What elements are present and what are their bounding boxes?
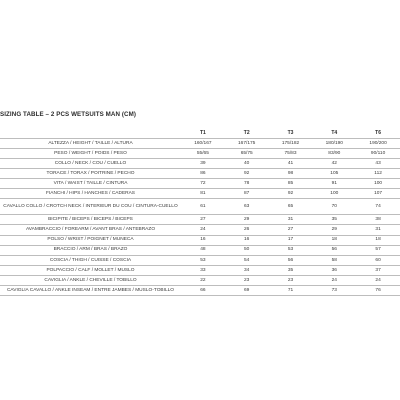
table-cell: 105: [312, 169, 356, 179]
table-cell: 73: [312, 286, 356, 296]
row-label: VITA / WAIST / TAILLE / CINTURA: [0, 179, 181, 189]
row-label: ALTEZZA / HEIGHT / TAILLE / ALTURA: [0, 138, 181, 148]
table-cell: 53: [181, 255, 225, 265]
table-row: [0, 148, 400, 158]
row-label: COLLO / NECK / COU / CUELLO: [0, 158, 181, 168]
table-row: [0, 225, 400, 235]
table-cell: 72: [181, 179, 225, 189]
table-cell: 85: [269, 179, 313, 189]
table-cell: 69: [225, 286, 269, 296]
table-cell: 22: [181, 275, 225, 285]
table-row: [0, 265, 400, 275]
table-cell: 35: [312, 215, 356, 225]
table-cell: 23: [225, 275, 269, 285]
table-cell: 31: [269, 215, 313, 225]
row-label: TORACE / TORAX / POITRINE / PECHO: [0, 169, 181, 179]
table-cell: 60: [356, 255, 400, 265]
table-cell: 56: [312, 245, 356, 255]
table-cell: 71: [269, 286, 313, 296]
column-header-t4: T4: [312, 129, 356, 138]
table-cell: 36: [312, 265, 356, 275]
table-cell: 112: [356, 169, 400, 179]
table-cell: 48: [181, 245, 225, 255]
table-row: [0, 286, 400, 296]
table-cell: 190/200: [356, 138, 400, 148]
table-cell: 92: [225, 169, 269, 179]
table-cell: 98: [269, 169, 313, 179]
column-header-t1: T1: [181, 129, 225, 138]
column-header-measure: [0, 129, 181, 138]
table-cell: 31: [356, 225, 400, 235]
table-cell: 18: [312, 235, 356, 245]
table-cell: 83/90: [312, 148, 356, 158]
table-cell: 26: [225, 225, 269, 235]
table-cell: 23: [269, 275, 313, 285]
column-header-t3: T3: [269, 129, 313, 138]
table-cell: 91: [312, 179, 356, 189]
table-cell: 61: [181, 199, 225, 215]
table-row: [0, 199, 400, 215]
table-cell: 70: [312, 199, 356, 215]
table-cell: 180/190: [312, 138, 356, 148]
row-label: BRACCIO / ARM / BRAS / BRAZO: [0, 245, 181, 255]
table-cell: 27: [181, 215, 225, 225]
table-cell: 29: [312, 225, 356, 235]
table-cell: 16: [181, 235, 225, 245]
table-cell: 58: [312, 255, 356, 265]
table-row: [0, 138, 400, 148]
table-cell: 78: [225, 179, 269, 189]
row-label: BICIPITE / BICEPS / BICEPS / BICEPS: [0, 215, 181, 225]
table-cell: 39: [181, 158, 225, 168]
table-cell: 167/175: [225, 138, 269, 148]
table-row: [0, 215, 400, 225]
table-cell: 18: [356, 235, 400, 245]
table-row: [0, 158, 400, 168]
sizing-table: [0, 129, 400, 296]
table-row: [0, 179, 400, 189]
row-label: POLPACCIO / CALF / MOLLET / MUSLO: [0, 265, 181, 275]
table-cell: 65: [269, 199, 313, 215]
row-label: PESO / WEIGHT / POIDS / PESO: [0, 148, 181, 158]
table-cell: 34: [225, 265, 269, 275]
table-cell: 87: [225, 189, 269, 199]
row-label: CAVALLO COLLO / CROTCH NECK / INTERIEUR DU COU / CINTURA-CUELLO: [0, 199, 181, 215]
table-cell: 53: [269, 245, 313, 255]
table-cell: 38: [356, 215, 400, 225]
table-cell: 24: [312, 275, 356, 285]
row-label: CAVIGLIA / ANKLE / CHEVILLE / TOBILLO: [0, 275, 181, 285]
table-cell: 100: [312, 189, 356, 199]
table-cell: 37: [356, 265, 400, 275]
table-cell: 160/167: [181, 138, 225, 148]
header-row: [0, 129, 400, 138]
table-cell: 16: [225, 235, 269, 245]
table-cell: 17: [269, 235, 313, 245]
table-cell: 27: [269, 225, 313, 235]
table-cell: 56: [269, 255, 313, 265]
table-cell: 92: [269, 189, 313, 199]
table-title: SIZING TABLE – 2 PCS WETSUITS MAN (CM): [0, 111, 137, 118]
row-label: AVAMBRACCIO / FOREARM / AVANT BRAS / ANTEBRAZO: [0, 225, 181, 235]
table-row: [0, 169, 400, 179]
table-cell: 43: [356, 158, 400, 168]
table-row: [0, 189, 400, 199]
table-cell: 65/75: [225, 148, 269, 158]
table-cell: 24: [356, 275, 400, 285]
table-cell: 33: [181, 265, 225, 275]
table-cell: 35: [269, 265, 313, 275]
table-row: [0, 235, 400, 245]
table-cell: 24: [181, 225, 225, 235]
table-cell: 40: [225, 158, 269, 168]
table-cell: 29: [225, 215, 269, 225]
table-cell: 55/65: [181, 148, 225, 158]
row-label: FIANCHI / HIPS / HANCHES / CADERAS: [0, 189, 181, 199]
table-cell: 66: [181, 286, 225, 296]
table-cell: 107: [356, 189, 400, 199]
table-cell: 74: [356, 199, 400, 215]
table-cell: 76: [356, 286, 400, 296]
table-cell: 175/182: [269, 138, 313, 148]
row-label: COSCIA / THIGH / CUISSE / COSCIA: [0, 255, 181, 265]
table-cell: 75/83: [269, 148, 313, 158]
table-cell: 90/110: [356, 148, 400, 158]
table-cell: 81: [181, 189, 225, 199]
row-label: CAVIGLIA CAVALLO / ANKLE INSEAM / ENTRE JAMBES / MUSLO-TOBILLO: [0, 286, 181, 296]
table-cell: 63: [225, 199, 269, 215]
table-row: [0, 255, 400, 265]
column-header-t2: T2: [225, 129, 269, 138]
table-cell: 50: [225, 245, 269, 255]
table-cell: 41: [269, 158, 313, 168]
table-cell: 57: [356, 245, 400, 255]
table-cell: 54: [225, 255, 269, 265]
table-cell: 100: [356, 179, 400, 189]
row-label: POLSO / WRIST / POIGNET / MUNECA: [0, 235, 181, 245]
table-cell: 42: [312, 158, 356, 168]
table-cell: 86: [181, 169, 225, 179]
table-row: [0, 245, 400, 255]
table-row: [0, 275, 400, 285]
column-header-t6: T6: [356, 129, 400, 138]
